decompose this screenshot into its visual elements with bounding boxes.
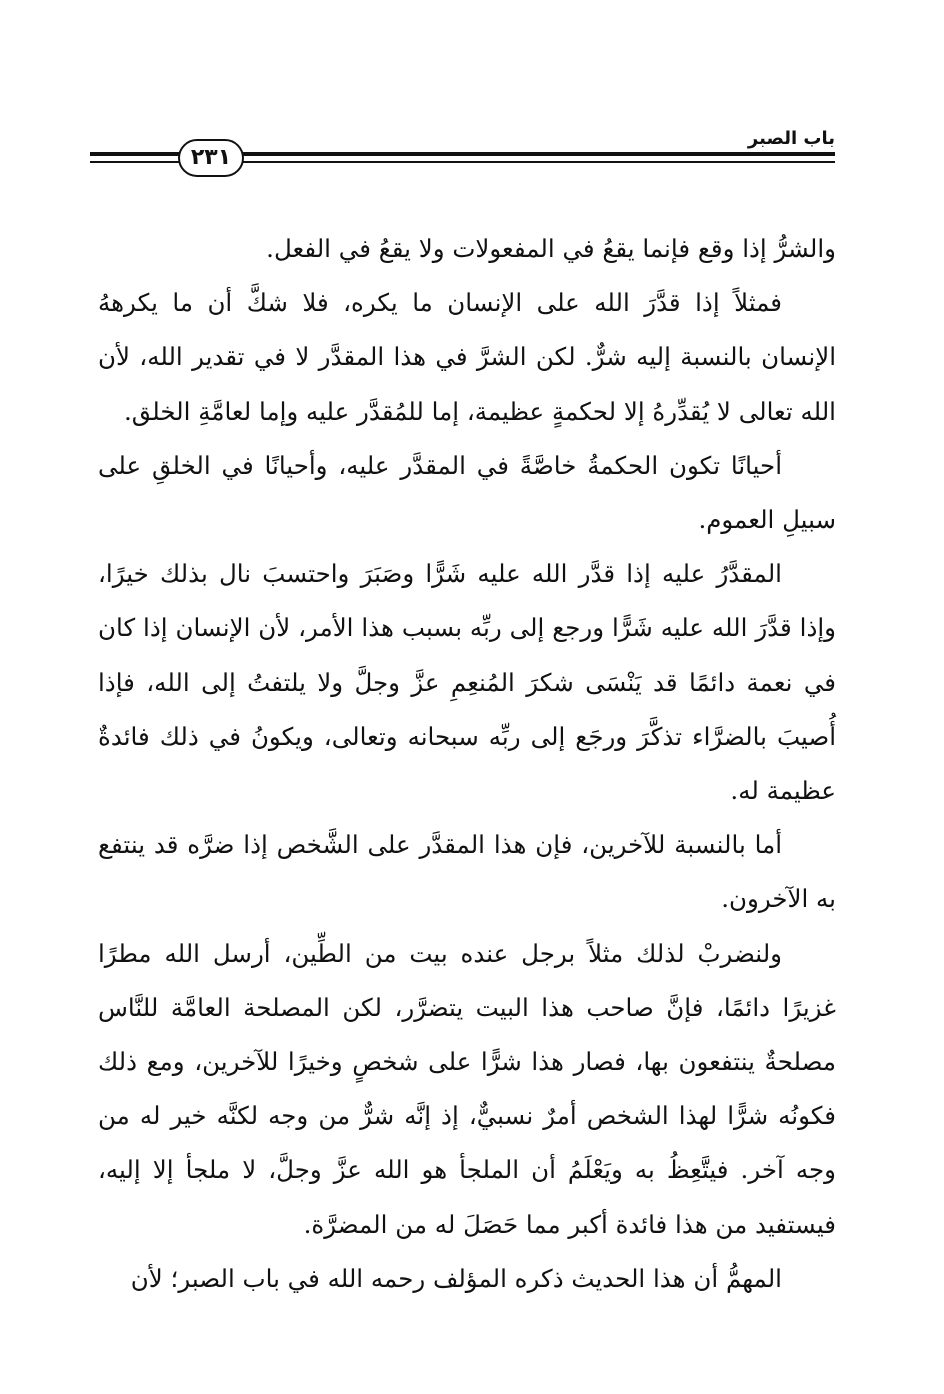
page-number-badge [178, 139, 244, 177]
paragraph-6: ولنضربْ لذلك مثلاً برجل عنده بيت من الطِّين، أرسل الله مطرًا غزيرًا دائمًا، فإنَّ صاحب هذا البيت يتضرَّر، لكن المصلحة العامَّة للنَّاس مصلحةٌ ينتفعون بها، فصار هذا شرًّا على شخصٍ وخيرًا للآخرين، ومع ذلك فكونُه شرًّا لهذا الشخص أمرٌ نسبيٌّ، إذ إنَّه شرٌّ من وجه لكنَّه خير له من وجه آخر. فيتَّعِظُ به ويَعْلَمُ أن الملجأ هو الله عزَّ وجلَّ، لا ملجأ إلا إليه، فيستفيد من هذا فائدة أكبر مما حَصَلَ له من المضرَّة. [98, 938, 836, 1239]
paragraph-5: أما بالنسبة للآخرين، فإن هذا المقدَّر على الشَّخص إذا ضرَّه قد ينتفع به الآخرون. [98, 830, 836, 914]
paragraph-3: أحيانًا تكون الحكمةُ خاصَّةً في المقدَّر عليه، وأحيانًا في الخلقِ على سبيلِ العموم. [98, 450, 836, 535]
header-rule-thick-left [90, 152, 180, 156]
chapter-title: باب الصبر [747, 128, 835, 149]
paragraph-4: المقدَّرُ عليه إذا قدَّر الله عليه شَرًّا وصَبَرَ واحتسبَ نال بذلك خيرًا، وإذا قدَّرَ الله عليه شَرًّا ورجع إلى ربِّه بسبب هذا الأمر، لأن الإنسان إذا كان في نعمة دائمًا قد يَنْسَى شكرَ المُنعِمِ عزَّ وجلَّ ولا يلتفتُ إلى الله، فإذا أُصيبَ بالضرَّاء تذكَّرَ ورجَع إلى ربِّه سبحانه وتعالى، ويكونُ في ذلك فائدةٌ عظيمة له. [98, 559, 836, 806]
header-rule-thick-right [238, 152, 835, 156]
paragraph-2: فمثلاً إذا قدَّرَ الله على الإنسان ما يكره، فلا شكَّ أن ما يكرههُ الإنسان بالنسبة إليه شرٌّ. لكن الشرَّ في هذا المقدَّر لا في تقدير الله، لأن الله تعالى لا يُقدِّرهُ إلا لحكمةٍ عظيمة، إما للمُقدَّر عليه وإما لعامَّةِ الخلق. [98, 288, 836, 426]
page-header [90, 128, 835, 184]
paragraph-1: والشرُّ إذا وقع فإنما يقعُ في المفعولات ولا يقعُ في الفعل. [266, 234, 836, 263]
body-text [98, 222, 836, 1306]
header-rule-thin-left [90, 161, 180, 163]
paragraph-7: المهمُّ أن هذا الحديث ذكره المؤلف رحمه الله في باب الصبر؛ لأن [130, 1263, 782, 1293]
page-number: ٢٣١ [190, 145, 232, 170]
header-rule-thin-right [238, 161, 835, 163]
